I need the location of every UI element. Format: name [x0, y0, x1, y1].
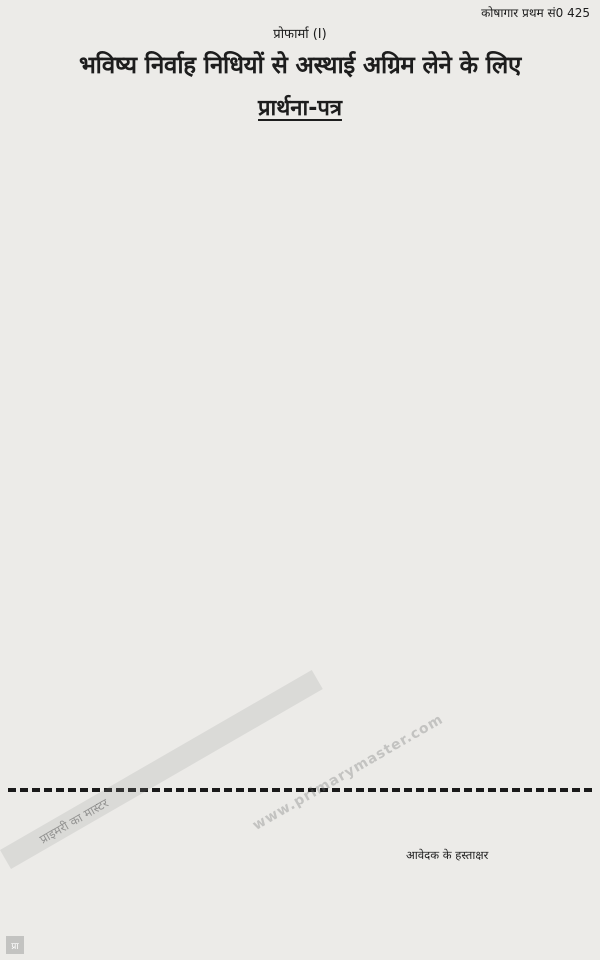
- watermark-strip-text: प्राइमरी का मास्टर: [37, 795, 111, 847]
- form-title: भविष्य निर्वाह निधियों से अस्थाई अग्रिम लेने के लिए: [79, 51, 521, 79]
- applicant-signature-label: आवेदक के हस्ताक्षर: [406, 848, 489, 862]
- watermark-badge: प्रा: [6, 936, 24, 954]
- watermark-url: www.primarymaster.com: [250, 711, 447, 834]
- form-subtitle: प्रार्थना-पत्र: [258, 96, 342, 121]
- proforma-label: प्रोफार्मा (I): [273, 27, 327, 42]
- watermark-strip: [0, 670, 323, 869]
- treasury-reference: कोषागार प्रथम सं0 425: [481, 6, 590, 20]
